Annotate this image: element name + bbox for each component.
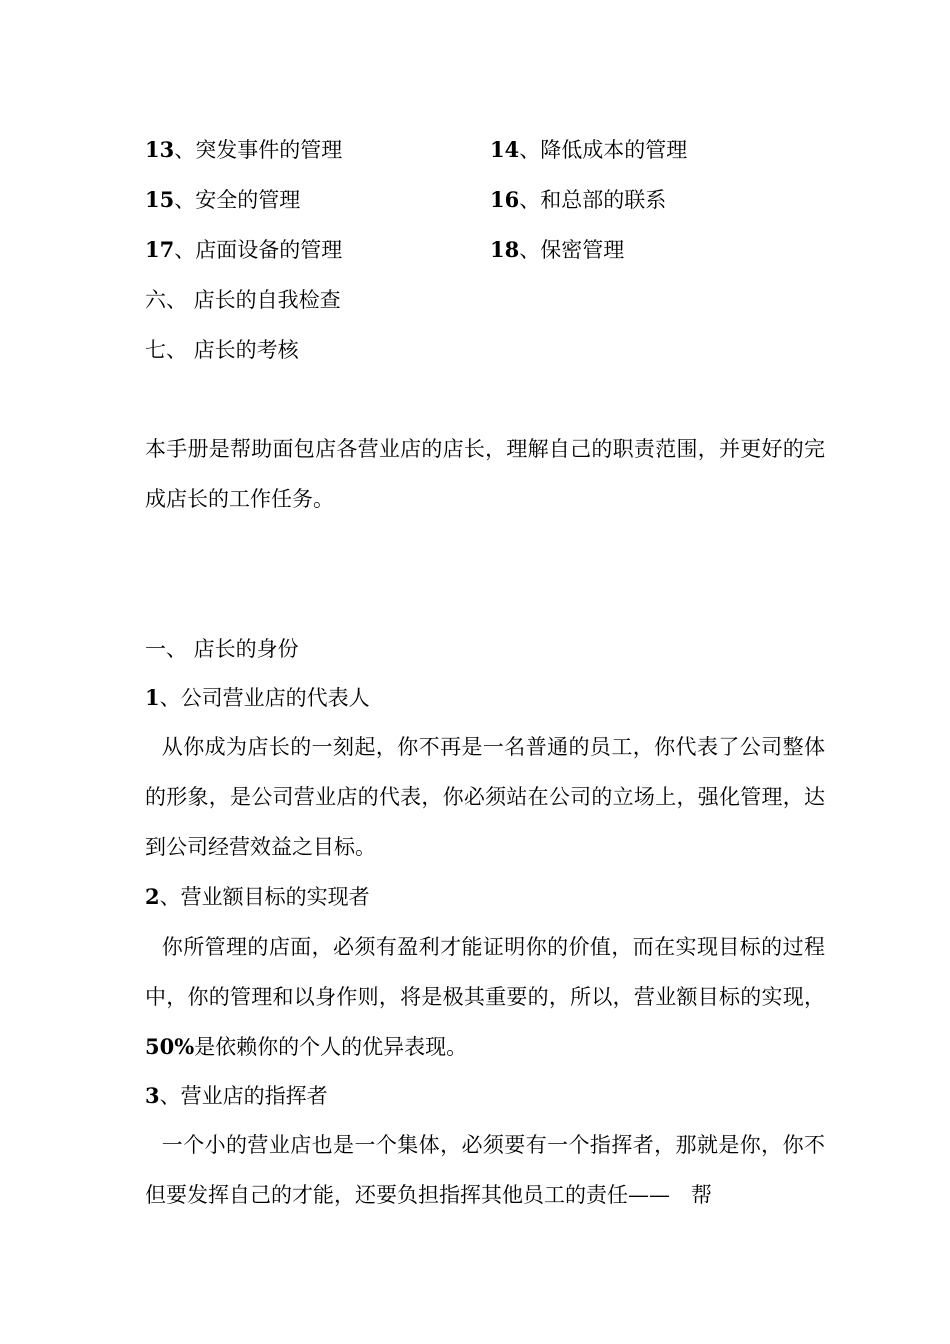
subsection-body-3: 一个小的营业店也是一个集体，必须要有一个指挥者，那就是你，你不但要发挥自己的才能，还要负担指挥其他员工的责任—— 帮 xyxy=(145,1133,825,1207)
subsection-body-1: 从你成为店长的一刻起，你不再是一名普通的员工，你代表了公司整体的形象，是公司营业店的代表，你必须站在公司的立场上，强化管理，达到公司经营效益之目标。 xyxy=(145,735,825,859)
section-heading-one: 一、 店长的身份 xyxy=(145,637,299,661)
percent-value: 50% xyxy=(145,1034,195,1059)
section-heading-six: 六、 店长的自我检查 xyxy=(145,288,341,312)
list-item-16: 16、和总部的联系 xyxy=(490,187,667,212)
list-item-14: 14、降低成本的管理 xyxy=(490,137,688,162)
section-heading-seven: 七、 店长的考核 xyxy=(145,338,299,362)
list-item-15: 15、安全的管理 xyxy=(145,187,301,212)
list-item-18: 18、保密管理 xyxy=(490,237,625,262)
list-item-17: 17、店面设备的管理 xyxy=(145,237,343,262)
subsection-heading-3: 3、营业店的指挥者 xyxy=(145,1083,328,1108)
subsection-body-2: 你所管理的店面，必须有盈利才能证明你的价值，而在实现目标的过程中，你的管理和以身作则，将是极其重要的，所以，营业额目标的实现，50%是依赖你的个人的优异表现。 xyxy=(145,935,825,1059)
list-item-13: 13、突发事件的管理 xyxy=(145,137,343,162)
intro-paragraph: 本手册是帮助面包店各营业店的店长，理解自己的职责范围，并更好的完成店长的工作任务。 xyxy=(145,437,825,511)
subsection-heading-1: 1、公司营业店的代表人 xyxy=(145,685,370,710)
subsection-heading-2: 2、营业额目标的实现者 xyxy=(145,884,370,909)
